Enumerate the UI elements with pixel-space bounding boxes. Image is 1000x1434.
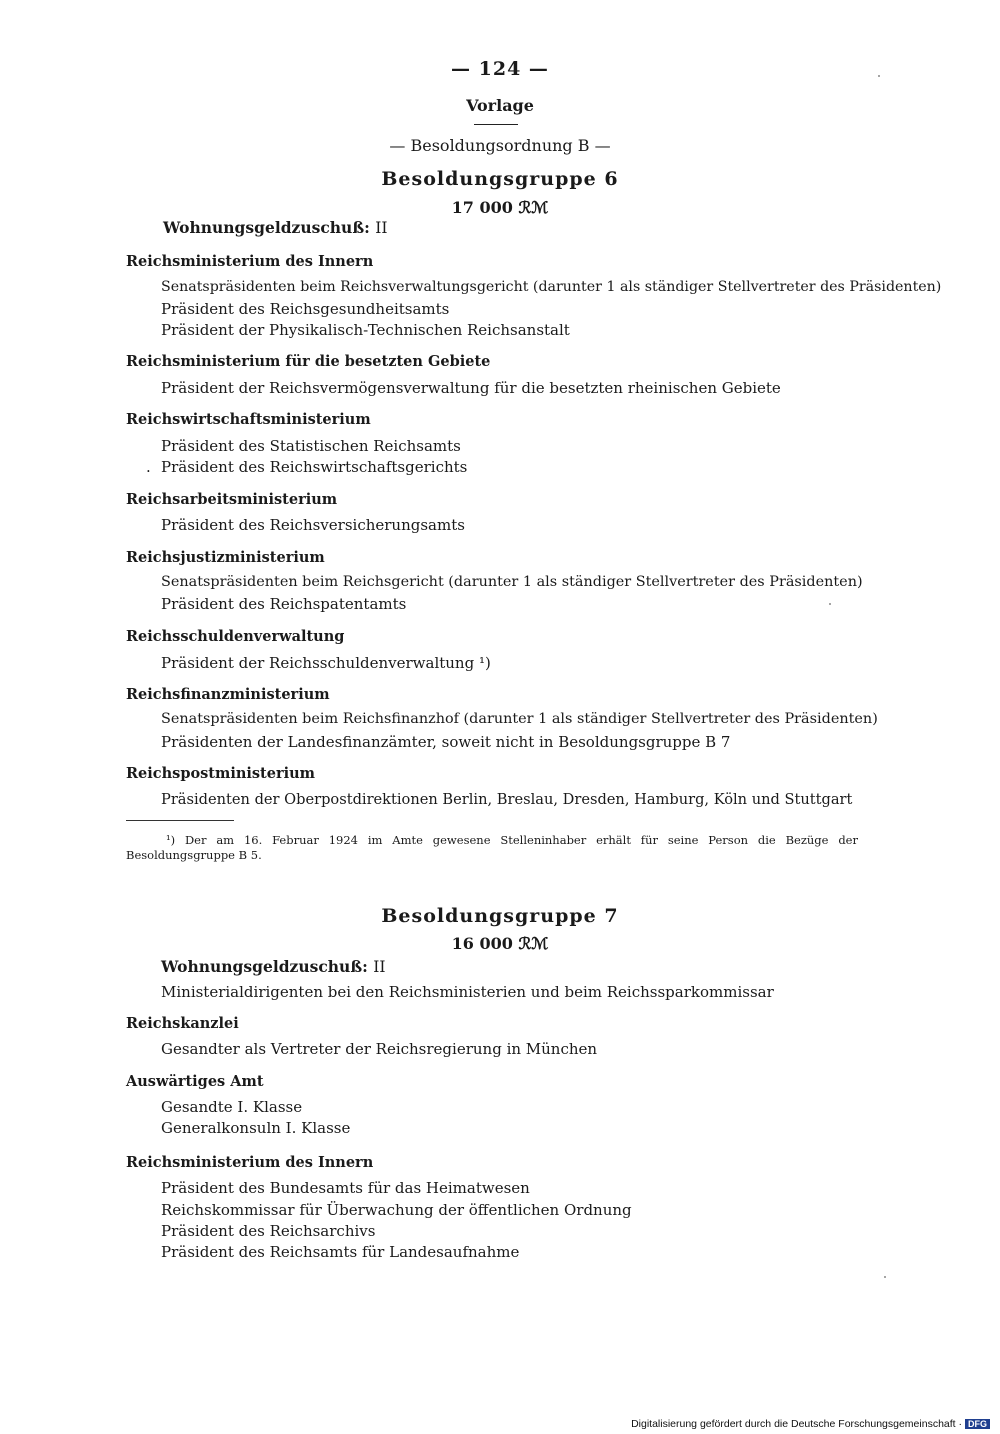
page-number: — 124 — (451, 58, 549, 80)
list-item: Präsident der Reichsschuldenverwaltung ¹) (161, 654, 491, 672)
ministry-heading: Auswärtiges Amt (126, 1073, 264, 1090)
list-item: Präsident des Reichspatentamts (161, 595, 407, 613)
group7-wohnung (161, 957, 385, 976)
list-item: Präsident der Reichsvermögensverwaltung für die besetzten rheinischen Gebiete (161, 379, 781, 397)
list-item: Generalkonsuln I. Klasse (161, 1119, 351, 1137)
list-item: Präsident des Reichsversicherungsamts (161, 516, 465, 534)
ministry-heading: Reichsjustizministerium (126, 549, 325, 566)
ministry-heading: Reichswirtschaftsministerium (126, 411, 371, 428)
group6-amount: 17 000 ℛℳ (451, 198, 549, 217)
digitization-credit (631, 1418, 990, 1430)
list-item: Präsidenten der Oberpostdirektionen Berlin, Breslau, Dresden, Hamburg, Köln und Stuttgart (161, 791, 853, 808)
wohnung-value: II (373, 958, 386, 976)
ministry-heading: Reichsministerium des Innern (126, 253, 374, 270)
list-item: Präsident des Reichsarchivs (161, 1222, 376, 1240)
heading-rule (474, 124, 518, 125)
list-item: Senatspräsidenten beim Reichsverwaltungsgericht (darunter 1 als ständiger Stellvertreter des Präsidenten) (161, 279, 942, 295)
bullet-mark: . (146, 458, 151, 476)
ministry-heading: Reichsarbeitsministerium (126, 491, 338, 508)
list-item: Präsident des Statistischen Reichsamts (161, 437, 461, 455)
dfg-logo: DFG (965, 1419, 990, 1429)
group6-title: Besoldungsgruppe 6 (381, 168, 619, 190)
ministry-heading: Reichspostministerium (126, 765, 316, 782)
ministry-heading: Reichsschuldenverwaltung (126, 628, 345, 645)
list-item: Präsident des Bundesamts für das Heimatwesen (161, 1179, 530, 1197)
group6-wohnung (163, 218, 387, 237)
list-item: Präsident des Reichswirtschaftsgerichts (161, 458, 468, 476)
scan-speck (829, 603, 831, 605)
ministry-heading: Reichsfinanzministerium (126, 686, 330, 703)
footnote-rule (126, 820, 234, 821)
list-item: Präsident der Physikalisch-Technischen Reichsanstalt (161, 321, 570, 339)
list-item: Gesandte I. Klasse (161, 1098, 303, 1116)
list-item: Präsident des Reichsamts für Landesaufnahme (161, 1243, 520, 1261)
group7-amount: 16 000 ℛℳ (451, 934, 549, 953)
footnote: ¹) Der am 16. Februar 1924 im Amte gewesene Stelleninhaber erhält für seine Person die Bezüge der Besoldungsgruppe B 5. (126, 833, 858, 862)
ministry-heading: Reichskanzlei (126, 1015, 239, 1032)
list-item: Gesandter als Vertreter der Reichsregierung in München (161, 1040, 598, 1058)
credit-text: Digitalisierung gefördert durch die Deutsche Forschungsgemeinschaft · (631, 1418, 962, 1430)
ministry-heading: Reichsministerium des Innern (126, 1154, 374, 1171)
vorlage-heading: Vorlage (466, 96, 534, 115)
scan-speck (884, 1276, 886, 1278)
wohnung-value: II (375, 219, 388, 237)
scan-speck (878, 75, 880, 77)
list-item: Senatspräsidenten beim Reichsfinanzhof (darunter 1 als ständiger Stellvertreter des Präsidenten) (161, 711, 878, 727)
list-item: Präsidenten der Landesfinanzämter, soweit nicht in Besoldungsgruppe B 7 (161, 733, 731, 751)
list-item: Präsident des Reichsgesundheitsamts (161, 300, 450, 318)
group7-title: Besoldungsgruppe 7 (381, 905, 619, 927)
list-item: Reichskommissar für Überwachung der öffentlichen Ordnung (161, 1201, 632, 1219)
ministry-heading: Reichsministerium für die besetzten Gebiete (126, 353, 491, 370)
group7-intro: Ministerialdirigenten bei den Reichsministerien und beim Reichssparkommissar (161, 983, 774, 1001)
list-item: Senatspräsidenten beim Reichsgericht (darunter 1 als ständiger Stellvertreter des Präsidenten) (161, 574, 863, 590)
wohnung-label: Wohnungsgeldzuschuß: (163, 218, 370, 237)
wohnung-label: Wohnungsgeldzuschuß: (161, 957, 368, 976)
ordnung-heading: — Besoldungsordnung B — (389, 136, 611, 155)
